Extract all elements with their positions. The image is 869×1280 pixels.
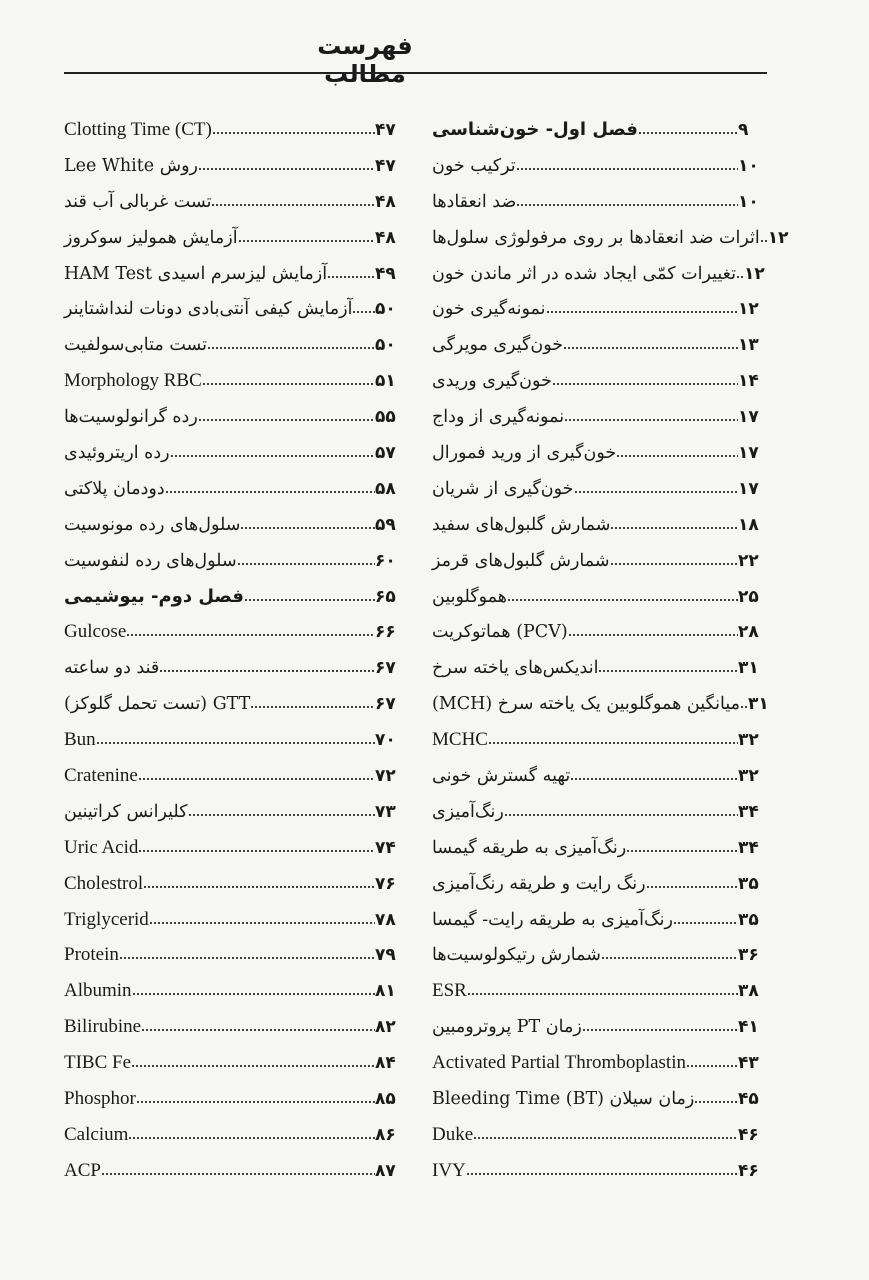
dot-leader [143, 880, 375, 894]
toc-entry-title: زمان سیلان Bleeding Time (BT) [432, 1088, 695, 1109]
dot-leader [582, 1023, 738, 1037]
toc-entry-page-number: ۲۵ [738, 586, 759, 607]
toc-entry [430, 722, 768, 758]
toc-entry-title: GTT (تست تحمل گلوکز) [64, 694, 251, 715]
dot-leader [159, 664, 375, 678]
toc-entry-title: Cratenine [64, 764, 138, 786]
toc-entry-title: (PCV) هماتوکریت [432, 622, 568, 643]
toc-entry-page-number: ۷۹ [375, 945, 396, 966]
dot-leader [101, 1167, 375, 1181]
toc-entry-page-number: ۴۷ [375, 155, 396, 176]
toc-entry-title: رده اریتروئیدی [64, 442, 170, 463]
dot-leader [516, 162, 738, 176]
toc-entry-title: Morphology RBC [64, 370, 202, 392]
toc-entry [430, 256, 768, 292]
toc-entry [62, 722, 405, 758]
toc-entry [430, 579, 768, 615]
dot-leader [504, 808, 738, 822]
toc-entry-title: سلول‌های رده لنفوسیت [64, 550, 237, 571]
toc-entry-title: خون‌گیری وریدی [432, 371, 552, 392]
dot-leader [760, 234, 768, 248]
dot-leader [207, 341, 375, 355]
toc-entry-title: Bilirubine [64, 1016, 142, 1038]
toc-entry-page-number: ۸۴ [375, 1053, 396, 1074]
dot-leader [126, 628, 375, 642]
toc-entry-page-number: ۵۰ [375, 299, 396, 320]
toc-entry-page-number: ۱۸ [738, 514, 759, 535]
toc-entry-title: Triglycerid [64, 908, 149, 930]
dot-leader [138, 772, 375, 786]
toc-entry-page-number: ۳۵ [738, 909, 759, 930]
toc-entry-title: کلیرانس کراتینین [64, 801, 188, 822]
dot-leader [138, 844, 375, 858]
header-rule [64, 72, 767, 74]
toc-entry-title: شمارش رتیکولوسیت‌ها [432, 945, 601, 966]
toc-entry-title: Phosphor [64, 1087, 136, 1109]
toc-entry [430, 794, 768, 830]
toc-entry [430, 1009, 768, 1045]
toc-entry [430, 399, 768, 435]
dot-leader [165, 485, 375, 499]
toc-entry-title: رنگ‌آمیزی به طریقه رایت- گیمسا [432, 909, 674, 930]
toc-entry [430, 507, 768, 543]
toc-entry-title: تهیه گسترش خونی [432, 765, 571, 786]
toc-entry-title: فصل اول- خون‌شناسی [432, 119, 638, 141]
toc-column-left [62, 112, 405, 1189]
dot-leader [198, 162, 375, 176]
dot-leader [673, 916, 738, 930]
toc-entry-page-number: ۴۸ [375, 227, 396, 248]
toc-entry [430, 543, 768, 579]
toc-entry-page-number: ۵۵ [375, 407, 396, 428]
toc-entry [62, 148, 405, 184]
toc-entry-title: نمونه‌گیری از وداج [432, 407, 565, 428]
toc-entry-title: Protein [64, 944, 119, 966]
toc-entry-page-number: ۵۷ [375, 442, 396, 463]
toc-entry-page-number: ۷۰ [375, 730, 396, 751]
toc-entry-page-number: ۴۵ [738, 1088, 759, 1109]
toc-entry [62, 614, 405, 650]
toc-entry [430, 291, 768, 327]
toc-entry-page-number: ۲۸ [738, 622, 759, 643]
toc-entry [62, 184, 405, 220]
toc-entry [62, 1045, 405, 1081]
dot-leader [686, 1059, 738, 1073]
dot-leader [626, 844, 738, 858]
toc-entry-title: تغییرات کمّی ایجاد شده در اثر ماندن خون [432, 263, 736, 284]
toc-entry-title: Clotting Time (CT) [64, 118, 212, 140]
dot-leader [563, 341, 738, 355]
toc-entry [430, 650, 768, 686]
toc-entry [62, 830, 405, 866]
dot-leader [240, 521, 375, 535]
toc-entry [62, 220, 405, 256]
toc-entry-title: زمان PT پروترومبین [432, 1017, 582, 1038]
toc-entry-page-number: ۱۰ [738, 191, 759, 212]
toc-entry-page-number: ۵۰ [375, 335, 396, 356]
toc-entry [62, 1117, 405, 1153]
dot-leader [238, 234, 375, 248]
toc-entry [430, 1045, 768, 1081]
toc-entry [430, 435, 768, 471]
toc-entry-page-number: ۵۸ [375, 478, 396, 499]
toc-entry [430, 686, 768, 722]
toc-entry [62, 471, 405, 507]
toc-entry-title: دودمان پلاکتی [64, 478, 165, 499]
toc-entry [62, 973, 405, 1009]
toc-entry [62, 291, 405, 327]
page-header [0, 0, 869, 90]
toc-entry-page-number: ۴۸ [375, 191, 396, 212]
toc-entry [430, 973, 768, 1009]
toc-entry-page-number: ۱۷ [738, 407, 759, 428]
toc-entry-page-number: ۳۵ [738, 873, 759, 894]
toc-entry-page-number: ۶۶ [375, 622, 396, 643]
toc-entry-page-number: ۶۰ [375, 550, 396, 571]
toc-entry [430, 902, 768, 938]
toc-entry-page-number: ۴۶ [738, 1160, 759, 1181]
toc-entry-page-number: ۶۷ [375, 694, 396, 715]
toc-entry-page-number: ۳۲ [738, 765, 759, 786]
toc-entry-title: فصل دوم- بیوشیمی [64, 586, 244, 608]
dot-leader [694, 1095, 738, 1109]
toc-entry [62, 1153, 405, 1189]
toc-entry-page-number: ۳۱ [748, 694, 769, 715]
toc-entry [62, 902, 405, 938]
toc-entry [62, 435, 405, 471]
toc-entry [430, 327, 768, 363]
toc-entry-title: Cholestrol [64, 872, 144, 894]
toc-entry-page-number: ۵۹ [375, 514, 396, 535]
toc-entry-title: ACP [64, 1159, 101, 1181]
toc-entry-title: تست متابی‌سولفیت [64, 335, 208, 356]
toc-entry-title: ضد انعقادها [432, 191, 517, 212]
dot-leader [132, 987, 375, 1001]
dot-leader [610, 521, 738, 535]
dot-leader [237, 557, 375, 571]
dot-leader [467, 987, 738, 1001]
toc-entry-title: روش Lee White [64, 155, 198, 176]
toc-entry-title: رنگ رایت و طریقه رنگ‌آمیزی [432, 873, 646, 894]
toc-entry-title: Calcium [64, 1123, 129, 1145]
toc-entry [430, 866, 768, 902]
dot-leader [466, 1167, 738, 1181]
toc-entry [430, 1081, 768, 1117]
dot-leader [198, 413, 375, 427]
toc-entry-page-number: ۳۶ [738, 945, 759, 966]
toc-entry-page-number: ۷۴ [375, 837, 396, 858]
toc-entry [430, 363, 768, 399]
toc-entry-title: ESR [432, 980, 467, 1002]
toc-entry [62, 112, 405, 148]
dot-leader [516, 198, 738, 212]
dot-leader [188, 808, 375, 822]
dot-leader [601, 951, 738, 965]
toc-entry-page-number: ۱۷ [738, 478, 759, 499]
toc-entry-page-number: ۱۲ [743, 263, 765, 284]
toc-entry-page-number: ۷۸ [375, 909, 396, 930]
toc-entry-title: TIBC Fe [64, 1052, 132, 1074]
toc-entry-page-number: ۳۱ [738, 658, 759, 679]
toc-entry-page-number: ۸۶ [375, 1124, 396, 1145]
toc-entry [62, 256, 405, 292]
toc-entry-page-number: ۱۴ [738, 371, 759, 392]
dot-leader [546, 305, 738, 319]
dot-leader [740, 700, 748, 714]
toc-entry-title: خون‌گیری از شریان [432, 478, 574, 499]
toc-entry-title: قند دو ساعته [64, 658, 160, 679]
toc-entry-page-number: ۵۱ [375, 371, 396, 392]
dot-leader [244, 593, 375, 607]
dot-leader [598, 664, 738, 678]
dot-leader [564, 413, 738, 427]
toc-entry-title: خون‌گیری مویرگی [432, 335, 564, 356]
dot-leader [507, 593, 738, 607]
toc-entry-title: سلول‌های رده مونوسیت [64, 514, 241, 535]
toc-entry-page-number: ۴۱ [738, 1017, 759, 1038]
toc-entry-title: خون‌گیری از ورید فمورال [432, 442, 617, 463]
toc-entry-title: اثرات ضد انعقادها بر روی مرفولوژی سلول‌ها [432, 227, 760, 248]
toc-entry [62, 507, 405, 543]
toc-entry-page-number: ۱۷ [738, 442, 759, 463]
toc-entry-page-number: ۸۲ [375, 1017, 396, 1038]
toc-entry-page-number: ۹ [738, 119, 749, 140]
dot-leader [149, 916, 375, 930]
dot-leader [638, 126, 738, 140]
dot-leader [136, 1095, 375, 1109]
dot-leader [211, 198, 375, 212]
toc-chapter-heading [430, 112, 768, 148]
toc-entry-title: شمارش گلبول‌های قرمز [432, 550, 610, 571]
toc-entry [430, 614, 768, 650]
dot-leader [141, 1023, 375, 1037]
page-title: فهرست مطالب [317, 32, 413, 88]
toc-entry [62, 866, 405, 902]
toc-entry [62, 1009, 405, 1045]
dot-leader [131, 1059, 375, 1073]
toc-entry-page-number: ۱۲ [767, 227, 789, 248]
toc-entry-page-number: ۷۶ [375, 873, 396, 894]
dot-leader [96, 736, 375, 750]
dot-leader [488, 736, 738, 750]
toc-entry-title: MCHC [432, 729, 488, 751]
toc-entry [430, 184, 768, 220]
toc-entry-title: آزمایش کیفی آنتی‌بادی دونات لنداشتاینر [64, 299, 353, 320]
dot-leader [128, 1131, 375, 1145]
toc-entry-page-number: ۲۲ [738, 550, 759, 571]
toc-entry [62, 327, 405, 363]
dot-leader [327, 270, 375, 284]
toc-entry-page-number: ۱۲ [738, 299, 759, 320]
toc-entry-page-number: ۴۹ [375, 263, 396, 284]
toc-entry [62, 650, 405, 686]
toc-entry-title: آزمایش همولیز سوکروز [64, 227, 238, 248]
dot-leader [610, 557, 738, 571]
toc-entry [430, 830, 768, 866]
toc-entry-page-number: ۷۲ [375, 765, 396, 786]
toc-entry-title: Gulcose [64, 621, 127, 643]
toc-entry-title: Bun [64, 729, 96, 751]
toc-entry-title: شمارش گلبول‌های سفید [432, 514, 611, 535]
dot-leader [646, 880, 738, 894]
dot-leader [616, 449, 738, 463]
toc-entry-title: هموگلوبین [432, 586, 508, 607]
toc-entry [62, 363, 405, 399]
toc-entry-title: میانگین هموگلوبین یک یاخته سرخ (MCH) [432, 694, 741, 715]
toc-entry [62, 1081, 405, 1117]
toc-entry [430, 220, 789, 256]
toc-entry [430, 1153, 768, 1189]
toc-entry-title: ترکیب خون [432, 155, 516, 176]
toc-entry-page-number: ۴۳ [738, 1053, 759, 1074]
dot-leader [250, 700, 375, 714]
dot-leader [473, 1131, 738, 1145]
toc-entry [62, 937, 405, 973]
toc-entry [62, 686, 405, 722]
toc-entry-page-number: ۳۴ [738, 801, 759, 822]
dot-leader [570, 772, 738, 786]
toc-column-right [430, 112, 789, 1189]
toc-entry [62, 758, 405, 794]
dot-leader [568, 628, 738, 642]
toc-entry [430, 937, 768, 973]
toc-entry-page-number: ۸۵ [375, 1088, 396, 1109]
toc-entry-page-number: ۴۶ [738, 1124, 759, 1145]
toc-entry [62, 794, 405, 830]
toc-entry-page-number: ۱۳ [738, 335, 759, 356]
toc-entry-title: Activated Partial Thromboplastin [432, 1052, 686, 1074]
dot-leader [202, 377, 375, 391]
toc-entry-title: Duke [432, 1123, 474, 1145]
dot-leader [352, 305, 375, 319]
toc-entry-title: تست غربالی آب قند [64, 191, 212, 212]
toc-entry-title: نمونه‌گیری خون [432, 299, 546, 320]
toc-entry-page-number: ۳۲ [738, 730, 759, 751]
toc-entry [430, 148, 768, 184]
toc-entry-page-number: ۷۳ [375, 801, 396, 822]
dot-leader [574, 485, 739, 499]
dot-leader [170, 449, 375, 463]
toc-entry-title: اندیکس‌های یاخته سرخ [432, 658, 599, 679]
toc-entry-page-number: ۱۰ [738, 155, 759, 176]
dot-leader [119, 951, 375, 965]
toc-chapter-heading [62, 579, 405, 615]
toc-entry-title: رنگ‌آمیزی [432, 801, 504, 822]
toc-entry-page-number: ۸۷ [375, 1160, 396, 1181]
toc-entry-page-number: ۴۷ [375, 119, 396, 140]
toc-entry-page-number: ۳۸ [738, 981, 759, 1002]
toc-entry-title: رده گرانولوسیت‌ها [64, 407, 198, 428]
toc-entry [430, 758, 768, 794]
dot-leader [552, 377, 738, 391]
toc-entry [430, 1117, 768, 1153]
toc-entry-page-number: ۸۱ [375, 981, 396, 1002]
dot-leader [212, 126, 375, 140]
toc-entry [62, 399, 405, 435]
toc-entry-title: رنگ‌آمیزی به طریقه گیمسا [432, 837, 627, 858]
toc-entry-page-number: ۶۷ [375, 658, 396, 679]
toc-entry-title: Albumin [64, 980, 132, 1002]
toc-entry [62, 543, 405, 579]
toc-entry-title: Uric Acid [64, 836, 139, 858]
toc-entry-title: آزمایش لیزسرم اسیدی HAM Test [64, 263, 328, 284]
toc-entry [430, 471, 768, 507]
toc-entry-title: IVY [432, 1159, 466, 1181]
toc-entry-page-number: ۳۴ [738, 837, 759, 858]
dot-leader [736, 270, 744, 284]
toc-entry-page-number: ۶۵ [375, 586, 396, 607]
